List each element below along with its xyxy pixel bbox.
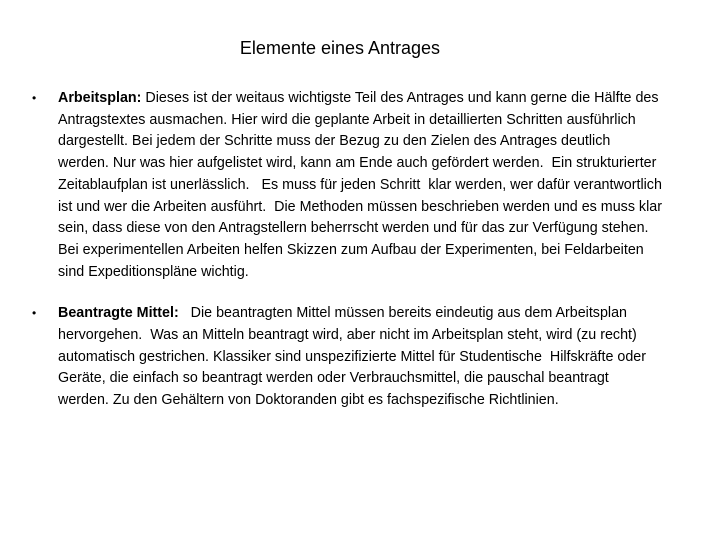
bullet-item-beantragte-mittel	[32, 303, 662, 412]
bullet-term: Beantragte Mittel:	[58, 305, 179, 322]
bullet-dot-icon: •	[32, 306, 37, 321]
bullet-list	[32, 88, 666, 412]
bullet-text: Die beantragten Mittel müssen bereits eindeutig aus dem Arbeitsplan hervorgehen. Was an Mitteln beantragt wird, aber nicht im Arbeitsplan steht, wird (zu recht) automatisch gestrichen. Klassiker sind unspezifizierte Mittel für Studentische Hilfskräfte oder Geräte, die einfach so beantragt werden oder Verbrauchsmittel, die pauschal beantragt werden. Zu den Gehältern von Doktoranden gibt es fachspezifische Richtlinien.	[58, 305, 651, 409]
bullet-text: Dieses ist der weitaus wichtigste Teil des Antrages und kann gerne die Hälfte des Antragstextes ausmachen. Hier wird die geplante Arbeit in detaillierten Schritten ausführlich dargestellt. Bei jedem der Schritte muss der Bezug zu den Zielen des Antrages deutlich werden. Nur was hier aufgelistet wird, kann am Ende auch gefördert werden. Ein strukturierter Zeitablaufplan ist unerlässlich. Es muss für jeden Schritt klar werden, wer dafür verantwortlich ist und wer die Arbeiten ausführt. Die Methoden müssen beschrieben werden und es muss klar sein, dass diese von den Antragstellern beherrscht werden und für das zur Verfügung stehen. Bei experimentellen Arbeiten helfen Skizzen zum Aufbau der Experimenten, bei Feldarbeiten sind Expeditionspläne wichtig.	[58, 90, 666, 280]
slide-title: Elemente eines Antrages	[239, 38, 441, 58]
bullet-term: Arbeitsplan:	[58, 90, 142, 106]
bullet-dot-icon: •	[32, 91, 37, 105]
bullet-item-arbeitsplan	[32, 88, 666, 283]
